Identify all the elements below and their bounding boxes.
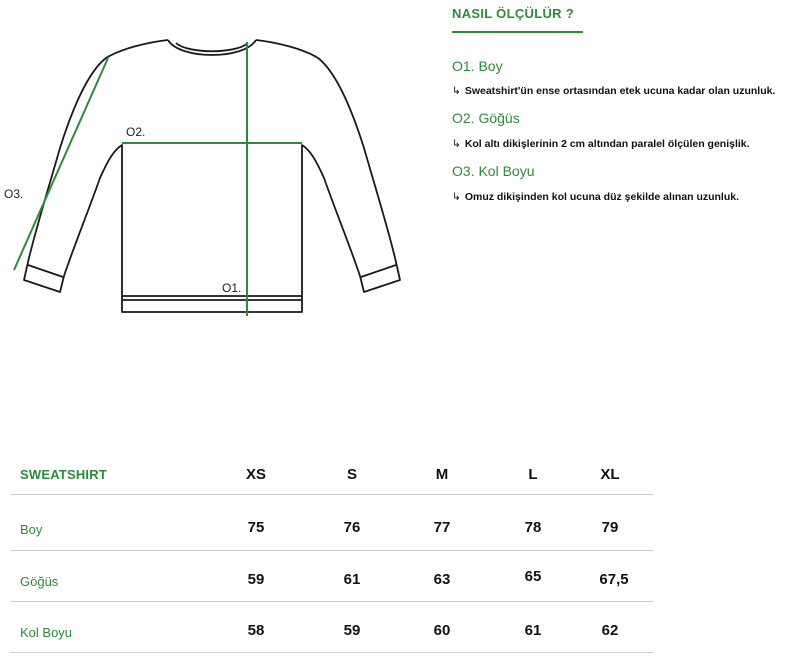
size-header-l: L (528, 466, 538, 483)
table-cell: 79 (601, 519, 619, 536)
measurement-title-gogus: O2. Göğüs (452, 110, 520, 126)
row-label-gogus: Göğüs (20, 574, 59, 589)
guide-title-underline (452, 31, 583, 33)
table-cell: 60 (433, 622, 451, 639)
size-header-m: M (435, 466, 449, 483)
arrow-icon: ↳ (452, 85, 461, 97)
hem-band (122, 296, 302, 312)
table-cell: 65 (524, 568, 542, 585)
measurement-desc-kol-boyu: ↳ Omuz dikişinden kol ucuna düz şekilde alınan uzunluk. (452, 191, 740, 203)
measurement-title-boy: O1. Boy (452, 58, 503, 74)
table-cell: 77 (433, 519, 451, 536)
table-row-divider (10, 550, 653, 551)
row-label-kol-boyu: Kol Boyu (20, 625, 73, 640)
row-label-boy: Boy (20, 522, 43, 537)
right-cuff-line (361, 265, 396, 277)
table-cell: 62 (601, 622, 619, 639)
table-row-divider (10, 601, 653, 602)
table-cell: 75 (247, 519, 265, 536)
size-header-xs: XS (245, 466, 267, 483)
measurement-desc-gogus: ↳ Kol altı dikişlerinin 2 cm altından paralel ölçülen genişlik. (452, 138, 750, 150)
table-header-label: SWEATSHIRT (20, 467, 107, 482)
arrow-icon: ↳ (452, 191, 461, 203)
collar-inner (176, 43, 248, 51)
table-cell: 58 (247, 622, 265, 639)
table-cell: 61 (343, 571, 361, 588)
guide-title: NASIL ÖLÇÜLÜR ? (452, 6, 574, 21)
sweatshirt-outline (24, 40, 400, 296)
diagram-label-o2: O2. (126, 125, 146, 139)
collar (168, 40, 256, 55)
table-cell: 63 (433, 571, 451, 588)
size-header-s: S (346, 466, 358, 483)
table-cell: 61 (524, 622, 542, 639)
table-cell: 67,5 (599, 571, 629, 588)
sweatshirt-diagram (0, 0, 430, 330)
table-row-divider (10, 494, 653, 495)
arrow-icon: ↳ (452, 138, 461, 150)
table-cell: 59 (247, 571, 265, 588)
table-cell: 59 (343, 622, 361, 639)
table-cell: 76 (343, 519, 361, 536)
measurement-desc-boy: ↳ Sweatshirt'ün ense ortasından etek ucuna kadar olan uzunluk. (452, 85, 776, 97)
diagram-label-o3: O3. (4, 187, 24, 201)
measure-line-kol-boyu (14, 58, 108, 270)
left-cuff-line (28, 265, 63, 277)
measurement-title-kol-boyu: O3. Kol Boyu (452, 163, 535, 179)
table-row-divider (10, 652, 653, 653)
size-header-xl: XL (600, 466, 620, 483)
table-cell: 78 (524, 519, 542, 536)
diagram-label-o1: O1. (222, 281, 242, 295)
